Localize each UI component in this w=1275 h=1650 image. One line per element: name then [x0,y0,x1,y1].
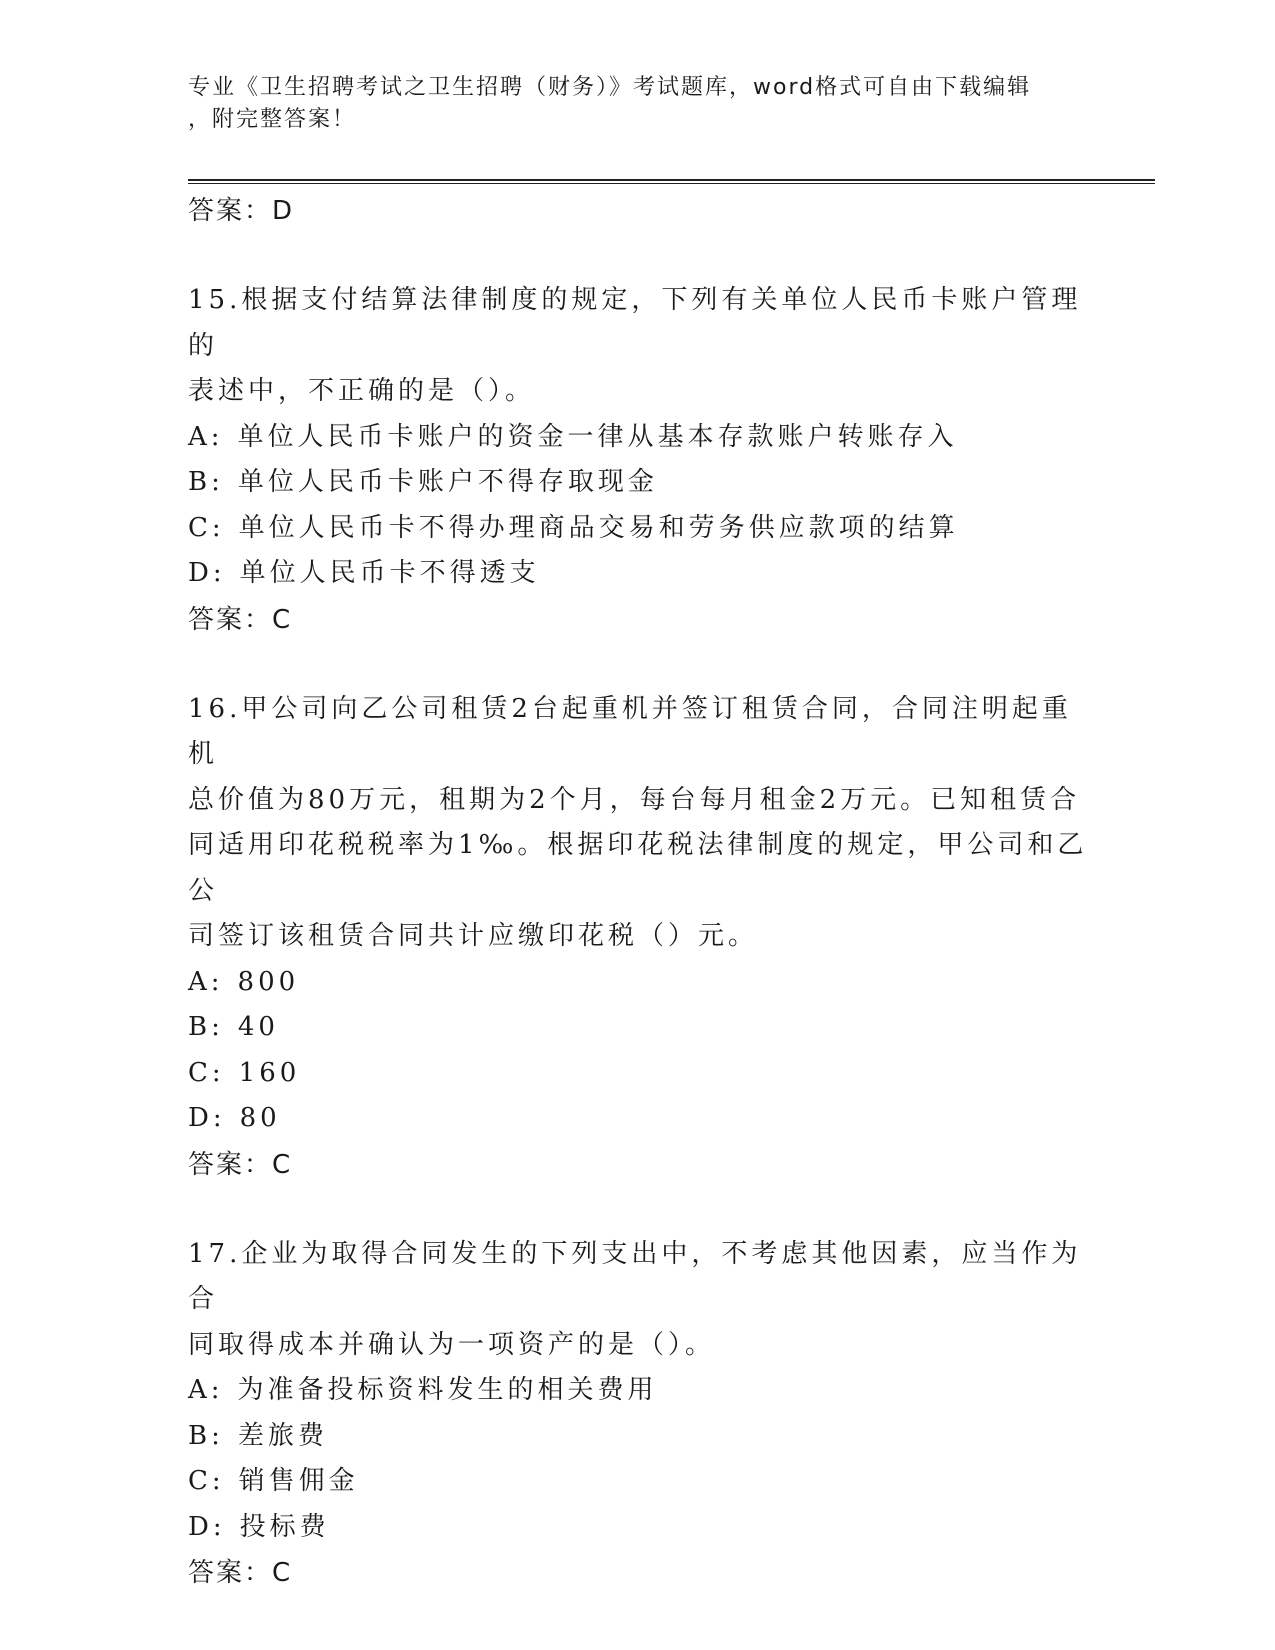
option-text: 单位人民币卡账户的资金一律从基本存款账户转账存入 [237,421,958,452]
option-text: 差旅费 [237,1420,328,1451]
answer: 答案：C [188,1149,293,1180]
question-15 [188,278,1088,643]
option-d [188,551,1088,597]
option-text: 销售佣金 [238,1466,359,1496]
header-title-line-1: 专业《卫生招聘考试之卫生招聘（财务）》考试题库，word格式可自由下载编辑 [188,75,1032,100]
option-text: 80 [239,1103,281,1133]
option-text: 单位人民币卡不得透支 [239,558,540,588]
question-list [188,188,1088,1596]
question-stem-line: 同适用印花税税率为1‰。根据印花税法律制度的规定，甲公司和乙公 [188,830,1088,906]
question-stem-line: 同取得成本并确认为一项资产的是（）。 [188,1329,716,1360]
option-b [188,460,1088,506]
option-a [188,960,1088,1006]
header-title-line-2: ，附完整答案！ [188,107,357,132]
option-key: B: [188,1012,224,1042]
option-a [188,1368,1088,1414]
question-stem-line: 17.企业为取得合同发生的下列支出中，不考虑其他因素，应当作为合 [188,1238,1082,1314]
option-key: C: [188,1466,225,1496]
option-key: C: [188,1057,225,1088]
question-stem-line: 表述中，不正确的是（）。 [188,376,536,406]
option-text: 40 [237,1012,279,1042]
option-key: A: [188,1375,224,1405]
option-key: B: [188,467,224,497]
previous-answer: 答案：D [188,196,295,226]
option-b [188,1414,1088,1460]
option-text: 单位人民币卡不得办理商品交易和劳务供应款项的结算 [238,512,959,543]
option-b [188,1005,1088,1051]
question-stem-line: 15.根据支付结算法律制度的规定，下列有关单位人民币卡账户管理的 [188,285,1082,361]
question-stem-line: 总价值为80万元，租期为2个月，每台每月租金2万元。已知租赁合 [188,784,1081,815]
header-divider-thin [188,183,1155,184]
option-text: 800 [237,966,300,997]
question-17 [188,1232,1088,1597]
option-key: A: [188,966,224,997]
option-a [188,415,1088,461]
option-c [188,1051,1088,1097]
option-d [188,1096,1088,1142]
option-text: 单位人民币卡账户不得存取现金 [237,467,658,497]
page-header [188,72,1088,136]
question-16 [188,687,1088,1188]
option-key: B: [188,1420,224,1451]
option-key: D: [188,1511,226,1542]
answer: 答案：C [188,604,293,635]
option-key: D: [188,1103,226,1133]
option-text: 为准备投标资料发生的相关费用 [237,1375,658,1405]
option-text: 投标费 [239,1511,330,1542]
option-c [188,1459,1088,1505]
answer: 答案：C [188,1558,293,1588]
option-key: C: [188,512,225,543]
option-key: D: [188,558,226,588]
question-stem-line: 16.甲公司向乙公司租赁2台起重机并签订租赁合同，合同注明起重机 [188,693,1072,769]
option-c [188,506,1088,552]
option-key: A: [188,421,224,452]
option-text: 160 [238,1057,301,1088]
option-d [188,1505,1088,1551]
question-stem-line: 司签订该租赁合同共计应缴印花税（）元。 [188,921,759,951]
header-divider [188,179,1155,181]
